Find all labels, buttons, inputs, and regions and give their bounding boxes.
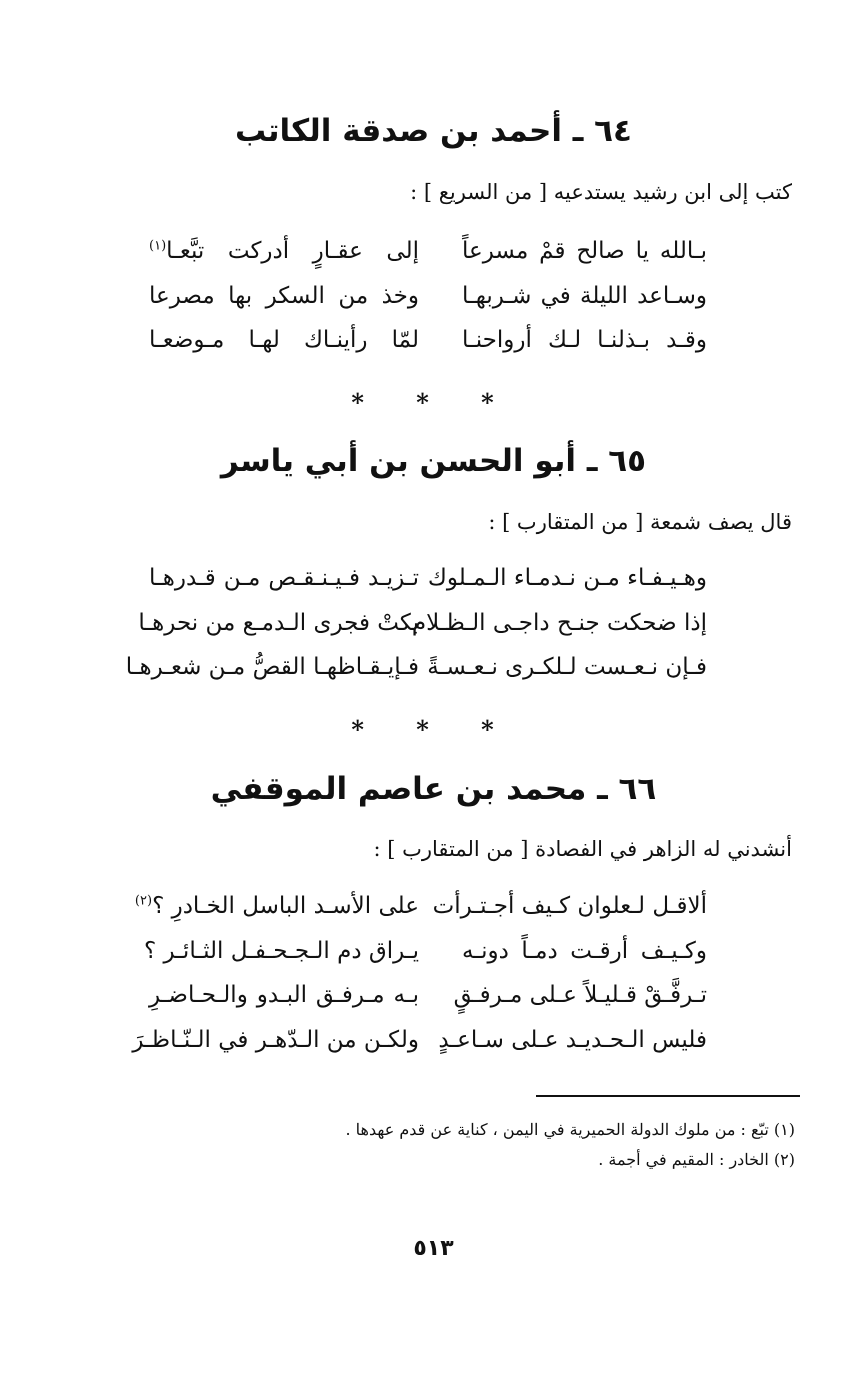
footnote-marker: (١) xyxy=(149,238,167,254)
verse-second-hemistich: ولكـن من الـدّهـر في الـنّـاظـرَ xyxy=(132,1027,419,1053)
verse-second-hemistich: تـزيـد فـيـنـقـص مـن قـدرهـا xyxy=(149,565,419,591)
verse-second-hemistich: يـراق دم الـجـحـفـل الثـائـر ؟ xyxy=(143,938,419,964)
verse-first-hemistich: ألاقـل لـعلوان كـيف أجـتـرأت xyxy=(432,893,707,919)
verse-first-hemistich: فليس الـحـديـد عـلى سـاعـدٍ xyxy=(438,1027,707,1053)
footnote-divider xyxy=(536,1095,800,1097)
verse-second-hemistich xyxy=(149,238,419,264)
verse-line xyxy=(0,982,867,1016)
verse-first-hemistich: فـإن نـعـست لـلكـرى نـعـسـةً xyxy=(427,654,707,680)
verse-first-hemistich: وسـاعد الليلة في شـربهـا xyxy=(462,283,707,309)
page-number: ٥١٣ xyxy=(413,1236,454,1261)
footnote-1: (١) تبّع : من ملوك الدولة الحميرية في اليمن ، كناية عن قدم عهدها . xyxy=(345,1120,795,1139)
verse-line xyxy=(0,893,867,927)
verse-line xyxy=(0,327,867,361)
verse-second-hemistich: بـه مـرفـق البـدو والـحـاضـرِ xyxy=(149,982,419,1008)
footnote-marker: (٢) xyxy=(134,893,153,909)
section-separator: * * * xyxy=(351,715,516,744)
section-64-title: ٦٤ ـ أحمد بن صدقة الكاتب xyxy=(235,113,632,149)
section-66-title: ٦٦ ـ محمد بن عاصم الموقفي xyxy=(210,771,657,807)
verse-second-hemistich xyxy=(134,893,419,919)
section-66-intro: أنشدني له الزاهر في الفصادة [ من المتقارب ] : xyxy=(373,837,792,861)
verse-first-hemistich: تـرفَّـقْ قـليـلاً عـلى مـرفـقٍ xyxy=(453,982,707,1008)
section-65-title: ٦٥ ـ أبو الحسن بن أبي ياسر xyxy=(220,443,647,479)
verse-second-hemistich: وخذ من السكر بها مصرعا xyxy=(149,283,419,309)
verse-first-hemistich: وكـيـف أرقـت دمـاً دونـه xyxy=(462,938,707,964)
verse-second-hemistich: لمّا رأينـاك لهـا مـوضعـا xyxy=(149,327,419,353)
verse-line xyxy=(0,610,867,644)
verse-first-hemistich: وقـد بـذلنـا لـك أرواحنـا xyxy=(462,327,707,353)
verse-first-hemistich: إذا ضحكت جنـح داجـى الـظـلام xyxy=(411,610,707,636)
verse-line xyxy=(0,1027,867,1061)
verse-text: إلى عقـارٍ أدركت تبَّعـا xyxy=(166,238,419,264)
verse-line xyxy=(0,654,867,688)
section-separator: * * * xyxy=(351,388,516,417)
verse-second-hemistich: فـإيـقـاظهـا القصُّ مـن شعـرهـا xyxy=(125,654,419,680)
verse-line xyxy=(0,565,867,599)
section-65-intro: قال يصف شمعة [ من المتقارب ] : xyxy=(488,510,792,534)
footnote-2: (٢) الخادر : المقيم في أجمة . xyxy=(598,1150,795,1169)
verse-line xyxy=(0,238,867,272)
verse-first-hemistich: بـالله يا صالح قمْ مسرعاً xyxy=(462,238,707,264)
verse-first-hemistich: وهـيـفـاء مـن نـدمـاء الـمـلوك xyxy=(427,565,707,591)
verse-line xyxy=(0,283,867,317)
section-64-intro: كتب إلى ابن رشيد يستدعيه [ من السريع ] : xyxy=(410,180,792,204)
verse-second-hemistich: بكتْ فجرى الـدمـع من نحرهـا xyxy=(138,610,419,636)
verse-line xyxy=(0,938,867,972)
verse-text: على الأسـد الباسل الخـادرِ ؟ xyxy=(152,893,419,919)
